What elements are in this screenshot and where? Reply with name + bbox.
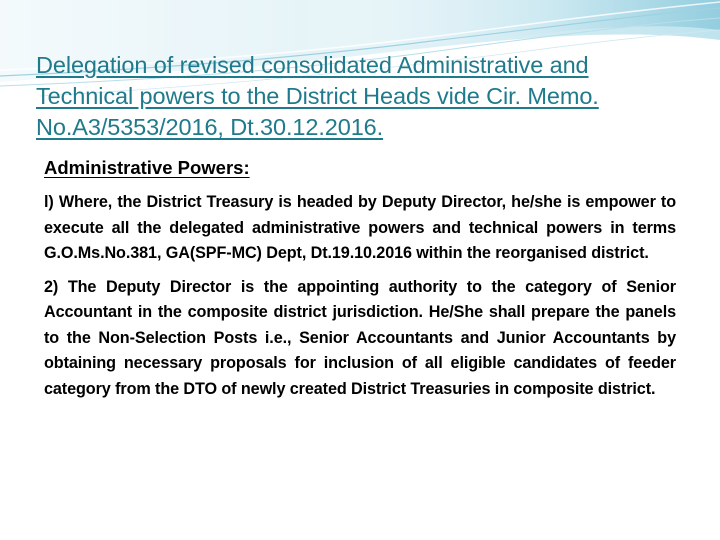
paragraph-1: l) Where, the District Treasury is headed by Deputy Director, he/she is empower to execute all the delegated administrative powers and technical powers in terms G.O.Ms.No.381, GA(SPF-MC) Dept, Dt.19.10.2016 within the reorganised district. bbox=[44, 193, 676, 262]
slide-title: Delegation of revised consolidated Administrative and Technical powers to the District Heads vide Cir. Memo. No.A3/5353/2016, Dt.30.12.2016. bbox=[36, 52, 599, 140]
section-heading: Administrative Powers: bbox=[44, 157, 250, 178]
content-body bbox=[44, 156, 676, 410]
paragraph-2: 2) The Deputy Director is the appointing authority to the category of Senior Accountant in the composite district jurisdiction. He/She shall prepare the panels to the Non-Selection Posts i.e., Senior Accountants and Junior Accountants by obtaining necessary proposals for inclusion of all eligible candidates of feeder category from the DTO of newly created District Treasuries in composite district. bbox=[44, 277, 676, 398]
